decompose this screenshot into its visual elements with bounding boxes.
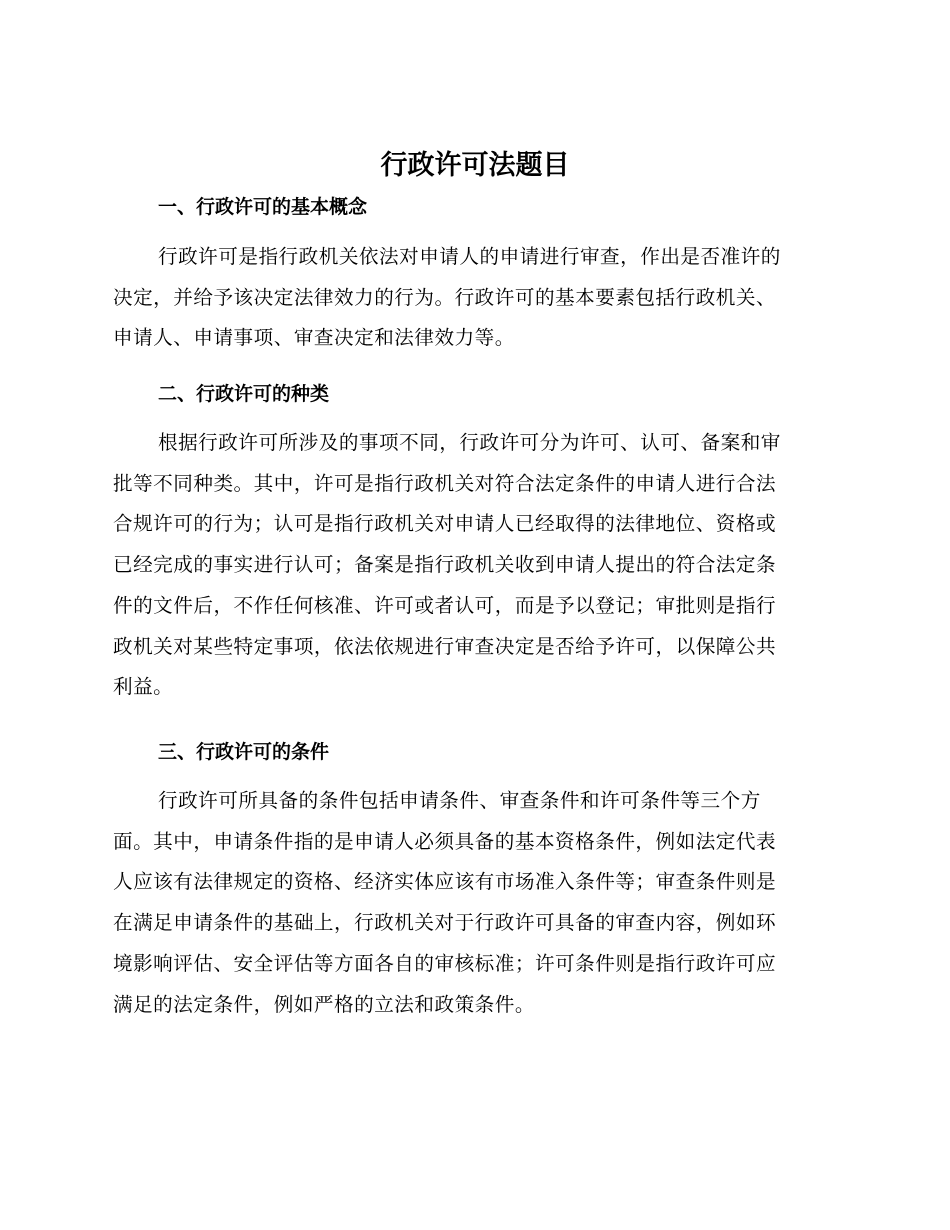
paragraph-line: 批等不同种类。其中，许可是指行政机关对符合法定条件的申请人进行合法 [113, 471, 777, 495]
paragraph-line: 利益。 [113, 675, 174, 699]
section-heading-1: 一、行政许可的基本概念 [158, 196, 368, 218]
paragraph-line: 人应该有法律规定的资格、经济实体应该有市场准入条件等；审查条件则是 [113, 870, 777, 894]
paragraph-line: 行政许可所具备的条件包括申请条件、审查条件和许可条件等三个方 [158, 789, 761, 812]
paragraph-line: 合规许可的行为；认可是指行政机关对申请人已经取得的法律地位、资格或 [113, 512, 777, 536]
paragraph-line: 申请人、申请事项、审查决定和法律效力等。 [113, 326, 515, 350]
paragraph-line: 已经完成的事实进行认可；备案是指行政机关收到申请人提出的符合法定条 [113, 553, 777, 577]
section-paragraph-1 [113, 237, 828, 359]
paragraph-line: 境影响评估、安全评估等方面各自的审核标准；许可条件则是指行政许可应 [113, 951, 777, 975]
paragraph-line: 在满足申请条件的基础上，行政机关对于行政许可具备的审查内容，例如环 [113, 911, 777, 935]
paragraph-line: 行政许可是指行政机关依法对申请人的申请进行审查，作出是否准许的 [158, 245, 781, 268]
paragraph-line: 根据行政许可所涉及的事项不同，行政许可分为许可、认可、备案和审 [158, 431, 781, 454]
section-paragraph-3 [113, 781, 828, 1025]
paragraph-line: 面。其中，申请条件指的是申请人必须具备的基本资格条件，例如法定代表 [113, 829, 777, 853]
paragraph-line: 满足的法定条件，例如严格的立法和政策条件。 [113, 992, 535, 1016]
section-heading-3: 三、行政许可的条件 [158, 741, 330, 763]
paragraph-line: 件的文件后，不作任何核准、许可或者认可，而是予以登记；审批则是指行 [113, 593, 777, 617]
paragraph-line: 政机关对某些特定事项，依法依规进行审查决定是否给予许可，以保障公共 [113, 634, 777, 658]
section-heading-2: 二、行政许可的种类 [158, 383, 330, 405]
paragraph-line: 决定，并给予该决定法律效力的行为。行政许可的基本要素包括行政机关、 [113, 285, 777, 309]
page-title: 行政许可法题目 [380, 150, 570, 181]
section-paragraph-2 [113, 423, 828, 708]
